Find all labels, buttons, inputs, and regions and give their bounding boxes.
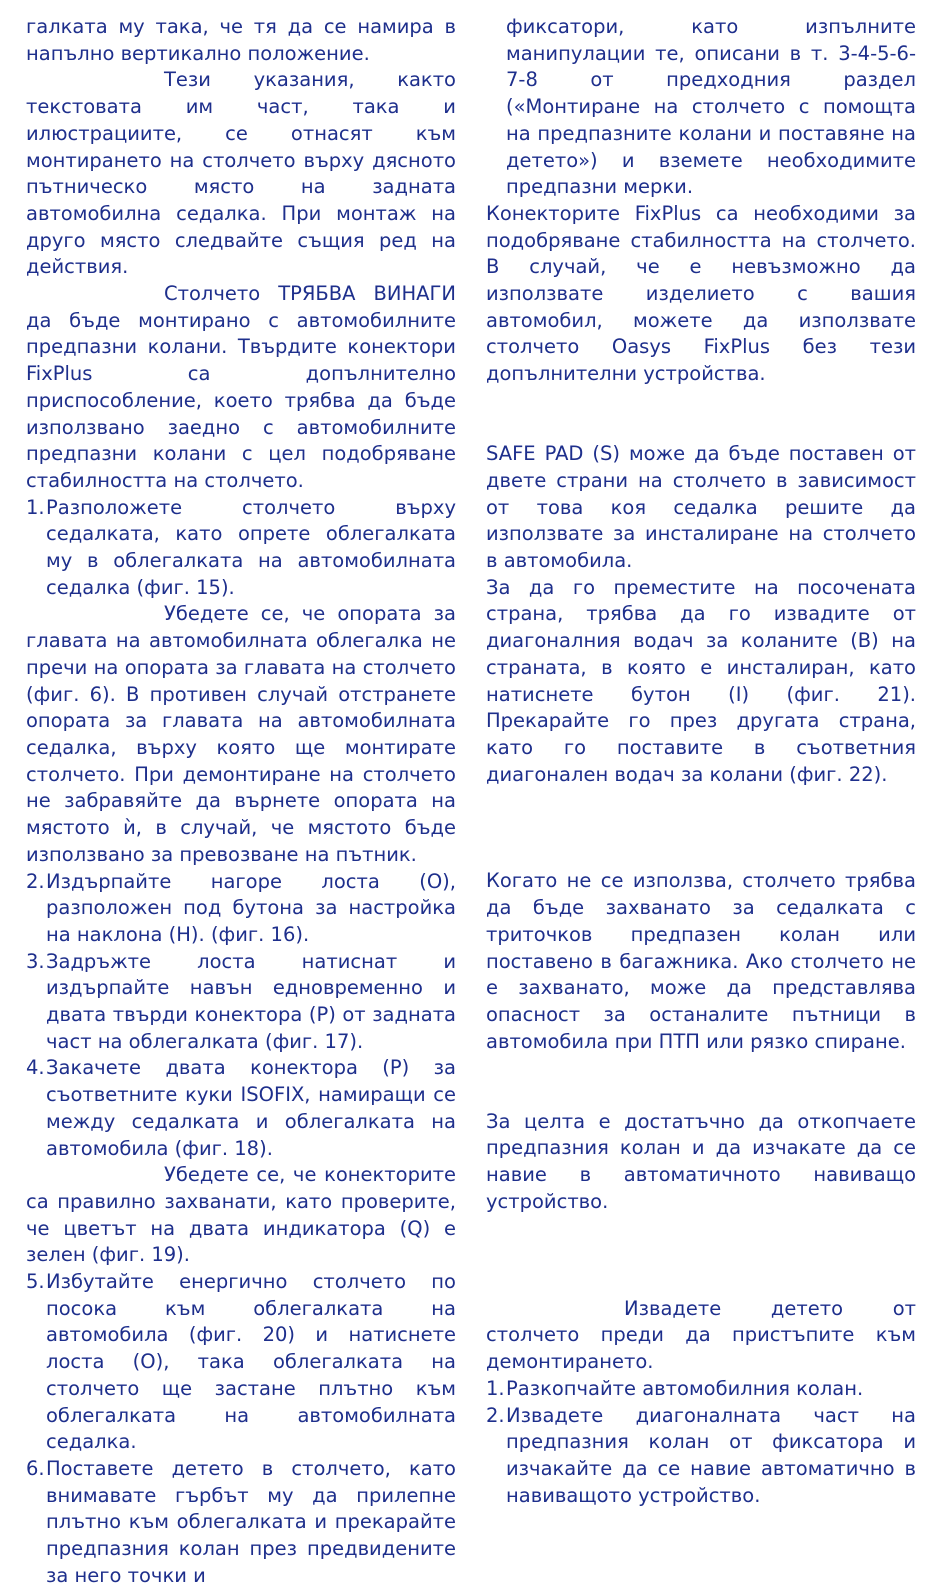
- step-number: 1.: [486, 1376, 505, 1400]
- step-text: Задръжте лоста натиснат и издърпайте навън едновременно и двата твърди конектора (Р) от задната част на облегалката (фиг. 17).: [46, 949, 456, 1053]
- spacer: [486, 1055, 916, 1108]
- removal-step-2: [486, 1403, 916, 1510]
- step-4: [26, 1055, 456, 1162]
- paragraph-fixplus: Конекторите FixPlus са необходими за подобряване стабилността на столчето. В случай, че е невъзможно да използвате изделието с вашия автомобил, можете да използвате столчето Oasys FixPlus без тези допълнителни устройства.: [486, 201, 916, 386]
- note-headrest: Убедете се, че опората за главата на автомобилната облегалка не пречи на опората за главата на столчето (фиг. 6). В противен случай отстранете опората за главата на автомобилната седалка, върху която ще монтирате столчето. При демонтиране на столчето не забравяйте да върнете опората на мястото ѝ, в случай, че мястото бъде използвано за превозване на пътник.: [26, 602, 456, 866]
- step-number: 6.: [26, 1456, 45, 1480]
- spacer: [486, 1216, 916, 1296]
- step-text: Издърпайте нагоре лоста (О), разположен под бутона за настройка на наклона (Н). (фиг. 16).: [46, 869, 456, 946]
- left-column: [26, 14, 456, 1589]
- step-number: 5.: [26, 1270, 45, 1294]
- step-text: Закачете двата конектора (Р) за съответните куки ISOFIX, намиращи се между седалката и облегалката на автомобила (фиг. 18).: [46, 1056, 456, 1160]
- removal-steps: [486, 1376, 916, 1510]
- paragraph-remove-child: Извадете детето от столчето преди да пристъпите към демонтирането.: [486, 1296, 916, 1374]
- step-3: [26, 949, 456, 1056]
- paragraph-step-continued: фиксатори, като изпълните манипулации те, описани в т. 3-4-5-6-7-8 от предходния раздел («Монтиране на столчето с помощта на предпазните колани и поставяне на детето») и вземете необходимите предпазни мерки.: [506, 15, 916, 199]
- step-number: 2.: [486, 1403, 505, 1427]
- spacer: [486, 788, 916, 868]
- paragraph-unbuckle: За целта е достатъчно да откопчаете предпазния колан и да изчакате да се навие в автоматичното навиващо устройство.: [486, 1109, 916, 1213]
- step-text: Поставете детето в столчето, като внимавате гърбът му да прилепне плътно към облегалката и прекарайте предпазния колан през предвидените за него точки и: [46, 1456, 456, 1587]
- paragraph-continued: галката му така, че тя да се намира в напълно вертикално положение.: [26, 15, 456, 65]
- spacer: [486, 388, 916, 441]
- paragraph-seatbelt-required: Столчето ТРЯБВА ВИНАГИ да бъде монтирано с автомобилните предпазни колани. Твърдите конектори FixPlus са допълнително приспособление, което трябва да бъде използвано заедно с автомобилните предпазни колани с цел подобряване стабилността на столчето.: [26, 282, 456, 492]
- step-1: [26, 495, 456, 602]
- step-number: 1.: [26, 495, 45, 519]
- note-indicators: Убедете се, че конекторите са правилно захванати, като проверите, че цветът на двата индикатора (Q) е зелен (фиг. 19).: [26, 1163, 456, 1267]
- step-text: Избутайте енергично столчето по посока към облегалката на автомобила (фиг. 20) и натиснете лоста (О), така облегалката на столчето ще застане плътно към облегалката на автомобилната седалка.: [46, 1270, 456, 1454]
- step-text: Разкопчайте автомобилния колан.: [506, 1376, 864, 1400]
- step-text: Извадете диагоналната част на предпазния колан от фиксатора и изчакайте да се навие автоматично в навиващото устройство.: [506, 1403, 916, 1507]
- step-5: [26, 1269, 456, 1456]
- step-number: 4.: [26, 1056, 45, 1080]
- step-2: [26, 869, 456, 949]
- paragraph-safepad: SAFE PAD (S) може да бъде поставен от двете страни на столчето в зависимост от това коя седалка решите да използвате за инсталиране на столчето в автомобила.: [486, 442, 916, 573]
- paragraph-safepad-move: За да го преместите на посочената страна, трябва да го извадите от диагоналния водач за коланите (В) на страната, в която е инсталиран, като натиснете бутон (I) (фиг. 21). Прекарайте го през другата страна, като го поставите в съответния диагонален водач за колани (фиг. 22).: [486, 575, 916, 786]
- installation-steps-cont2: [26, 1269, 456, 1589]
- installation-steps-cont: [26, 869, 456, 1163]
- paragraph-storage: Когато не се използва, столчето трябва да бъде захванато за седалката с триточков предпазен колан или поставено в багажника. Ако столчето не е захванато, може да представлява опасност за останалите пътници в автомобила при ПТП или рязко спиране.: [486, 869, 916, 1053]
- right-column: [486, 14, 916, 1509]
- step-number: 2.: [26, 869, 45, 893]
- removal-step-1: [486, 1376, 916, 1403]
- installation-steps: [26, 495, 456, 602]
- step-6: [26, 1456, 456, 1589]
- step-number: 3.: [26, 949, 45, 973]
- paragraph-instructions-scope: Тези указания, както текстовата им част, така и илюстрациите, се отнасят към монтирането на столчето върху дясното пътническо място на задната автомобилна седалка. При монтаж на друго място следвайте същия ред на действия.: [26, 68, 456, 279]
- step-text: Разположете столчето върху седалката, като опрете облегалката му в облегалката на автомобилната седалка (фиг. 15).: [46, 495, 456, 599]
